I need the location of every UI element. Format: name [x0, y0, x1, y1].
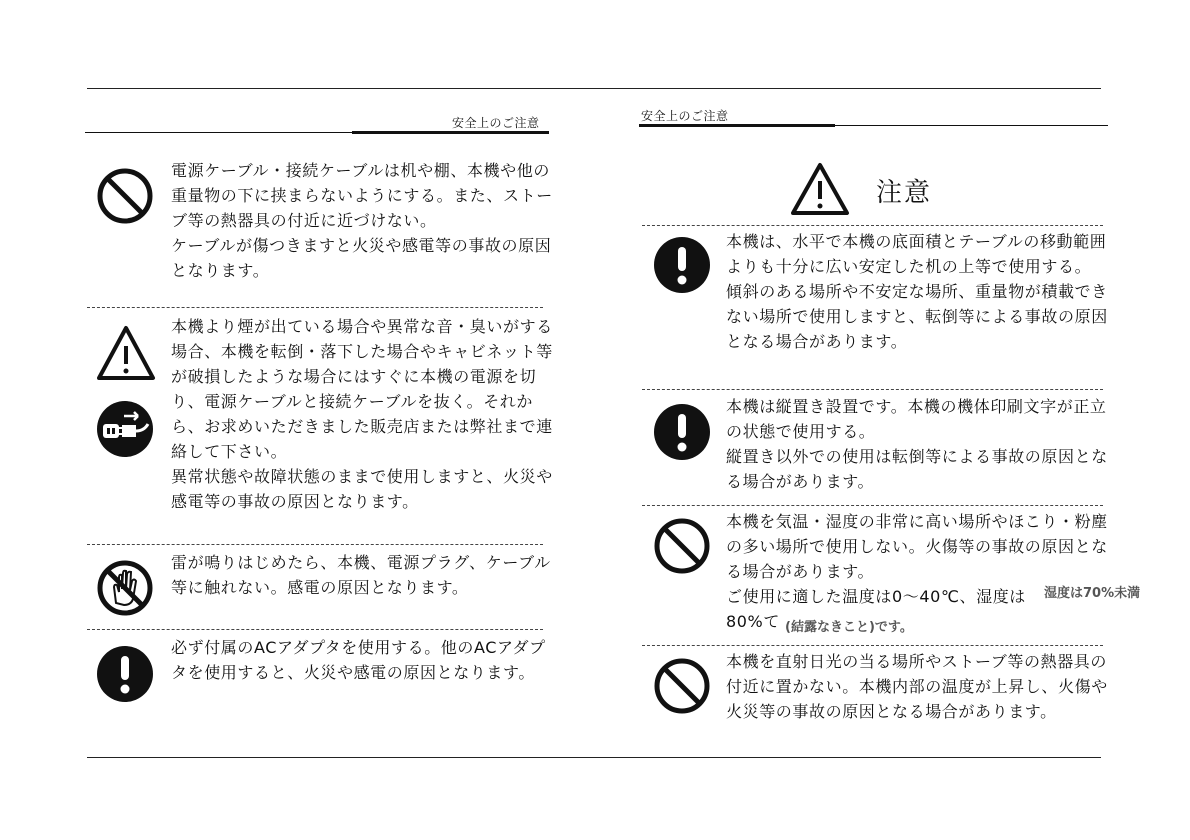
right-page-header: 安全上のご注意 [641, 109, 729, 123]
left-page-header: 安全上のご注意 [452, 116, 540, 130]
right-header-thick-rule [639, 124, 835, 127]
warning-triangle-icon [789, 161, 851, 217]
left-section-2-text [171, 314, 555, 514]
paragraph: 本機を直射日光の当る場所やストーブ等の熱器具の付近に置かない。本機内部の温度が上昇し、火傷や火災等の事故の原因となる場合があります。 [726, 652, 1108, 721]
paragraph: 雷が鳴りはじめたら、本機、電源プラグ、ケーブル等に触れない。感電の原因となります。 [171, 553, 551, 597]
section-divider [87, 629, 543, 630]
condensation-overlay-text: (結露なきこと)です。 [785, 620, 913, 635]
paragraph: 本機は、水平で本機の底面積とテーブルの移動範囲よりも十分に広い安定した机の上等で使用する。 [726, 232, 1107, 276]
no-touch-icon [96, 559, 154, 617]
warning-triangle-icon [95, 324, 157, 382]
section-divider [87, 544, 543, 545]
section-divider [642, 225, 1103, 226]
left-section-3-text [171, 550, 555, 600]
page-title: 注意 [876, 178, 933, 208]
paragraph: 必ず付属のACアダプタを使用する。他のACアダプタを使用すると、火災や感電の原因となります。 [171, 638, 546, 682]
unplug-icon [96, 400, 154, 458]
top-border [87, 88, 1101, 89]
left-section-4-text [171, 635, 555, 685]
left-section-1-text [171, 158, 555, 283]
mandatory-icon [96, 645, 154, 703]
right-section-1-text [726, 229, 1111, 354]
section-divider [642, 645, 1103, 646]
right-section-3-text [726, 509, 1111, 634]
prohibition-icon [96, 167, 154, 225]
humidity-overlay-text: 湿度は70%未満 [1044, 586, 1141, 601]
section-divider [642, 505, 1103, 506]
bottom-border [87, 757, 1101, 758]
paragraph: 本機は縦置き設置です。本機の機体印刷文字が正立の状態で使用する。 [726, 397, 1107, 441]
prohibition-icon [653, 517, 711, 575]
section-divider [642, 389, 1103, 390]
right-header-thin-rule [835, 125, 1108, 126]
paragraph: 80%て [726, 612, 780, 631]
right-section-2-text [726, 394, 1111, 494]
paragraph: 本機を気温・湿度の非常に高い場所やほこり・粉塵の多い場所で使用しない。火傷等の事故の原因となる場合があります。 [726, 512, 1108, 581]
left-header-thick-rule [352, 131, 549, 134]
mandatory-icon [653, 403, 711, 461]
paragraph: 傾斜のある場所や不安定な場所、重量物が積載できない場所で使用しますと、転倒等による事故の原因となる場合があります。 [726, 282, 1108, 351]
section-divider [87, 307, 543, 308]
paragraph: 電源ケーブル・接続ケーブルは机や棚、本機や他の重量物の下に挟まらないようにする。また、ストーブ等の熱器具の付近に近づけない。 [171, 161, 553, 230]
right-section-4-text [726, 649, 1116, 724]
paragraph: 本機より煙が出ている場合や異常な音・臭いがする場合、本機を転倒・落下した場合やキャビネット等が破損したような場合にはすぐに本機の電源を切り、電源ケーブルと接続ケーブルを抜く。それから、お求めいただきました販売店または弊社まで連絡して下さい。 [171, 317, 553, 461]
left-header-thin-rule [85, 132, 352, 133]
paragraph: ご使用に適した温度は0～40℃、湿度は [726, 587, 1026, 606]
paragraph: 縦置き以外での使用は転倒等による事故の原因となる場合があります。 [726, 447, 1108, 491]
mandatory-icon [653, 236, 711, 294]
prohibition-icon [653, 657, 711, 715]
paragraph: 異常状態や故障状態のままで使用しますと、火災や感電等の事故の原因となります。 [171, 467, 553, 511]
paragraph: ケーブルが傷つきますと火災や感電等の事故の原因となります。 [171, 236, 552, 280]
